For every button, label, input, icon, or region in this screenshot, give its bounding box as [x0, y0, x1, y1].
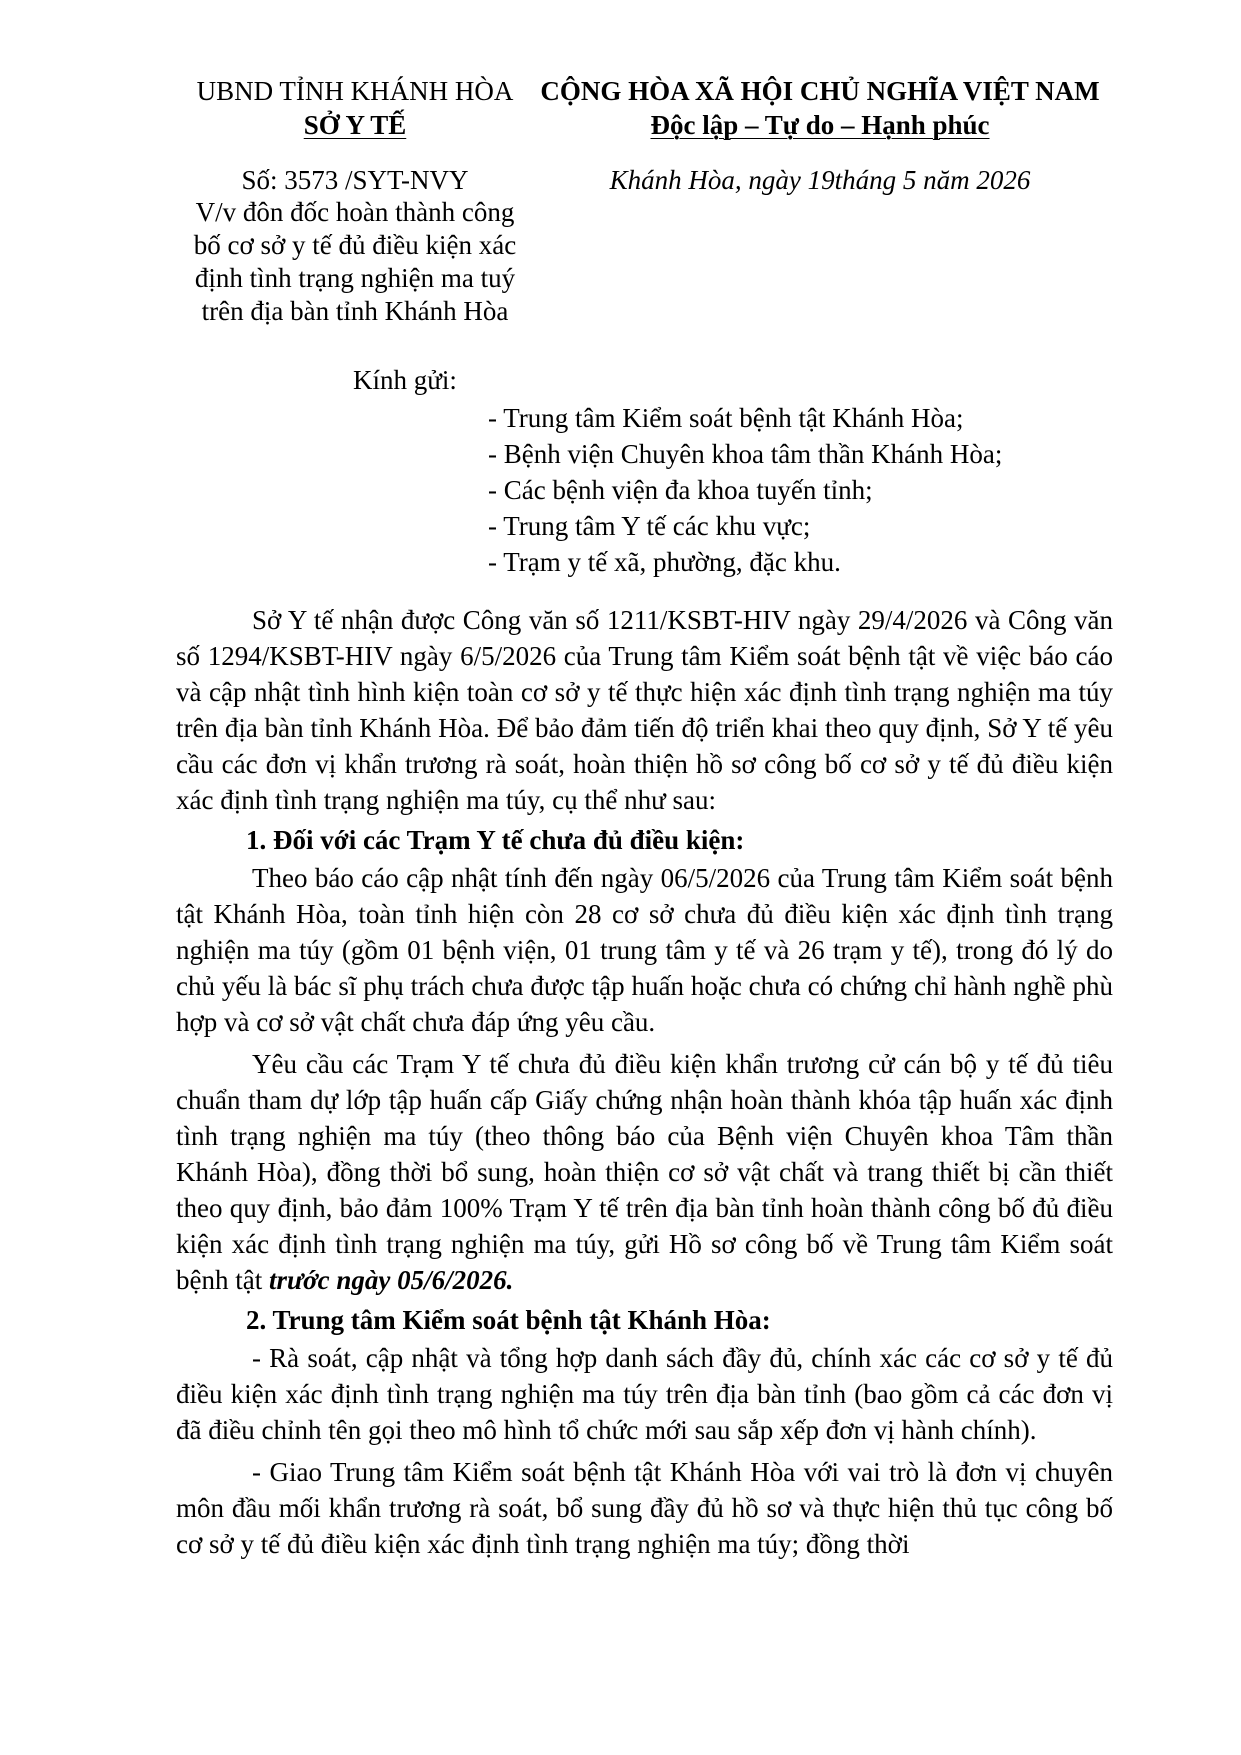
- recipient-item: - Trạm y tế xã, phường, đặc khu.: [488, 547, 841, 577]
- section-2-heading: 2. Trung tâm Kiểm soát bệnh tật Khánh Hòa:: [246, 1305, 771, 1335]
- recipient-list: [488, 400, 1002, 580]
- recipient-item: - Bệnh viện Chuyên khoa tâm thần Khánh Hòa;: [488, 439, 1003, 469]
- issuing-agency-block: [170, 74, 540, 142]
- section-1-heading: 1. Đối với các Trạm Y tế chưa đủ điều kiện:: [246, 825, 745, 855]
- section-1-paragraph: Theo báo cáo cập nhật tính đến ngày 06/5/2026 của Trung tâm Kiểm soát bệnh tật Khánh Hòa, toàn tỉnh hiện còn 28 cơ sở chưa đủ điều kiện xác định tình trạng nghiện ma túy (gồm 01 bệnh viện, 01 trung tâm y tế và 26 trạm y tế), trong đó lý do chủ yếu là bác sĩ phụ trách chưa được tập huấn hoặc chưa có chứng chỉ hành nghề phù hợp và cơ sở vật chất chưa đáp ứng yêu cầu.: [176, 863, 1113, 1037]
- subject-line: định tình trạng nghiện ma tuý: [194, 263, 516, 293]
- national-title-block: [535, 74, 1105, 142]
- section-1-paragraph: [176, 1046, 1113, 1298]
- document-number: Số: 3573 /SYT-NVY: [241, 165, 469, 195]
- recipient-item: - Trung tâm Y tế các khu vực;: [488, 511, 811, 541]
- motto: Độc lập – Tự do – Hạnh phúc: [650, 110, 990, 140]
- subject-line: trên địa bàn tỉnh Khánh Hòa: [201, 296, 509, 326]
- recipient-item: - Các bệnh viện đa khoa tuyến tỉnh;: [488, 475, 873, 505]
- section-2-paragraph: - Rà soát, cập nhật và tổng hợp danh sách đầy đủ, chính xác các cơ sở y tế đủ điều kiện xác định tình trạng nghiện ma túy trên địa bàn tỉnh (bao gồm cả các đơn vị đã điều chỉnh tên gọi theo mô hình tổ chức mới sau sắp xếp đơn vị hành chính).: [176, 1343, 1113, 1445]
- document-body: [176, 602, 1113, 1562]
- document-date: Khánh Hòa, ngày 19tháng 5 năm 2026: [609, 165, 1031, 195]
- document-subject: [170, 196, 540, 328]
- subject-line: bố cơ sở y tế đủ điều kiện xác: [193, 230, 517, 260]
- agency-name: SỞ Y TẾ: [303, 110, 407, 140]
- deadline-text: trước ngày 05/6/2026.: [268, 1265, 514, 1295]
- subject-line: V/v đôn đốc hoàn thành công: [195, 197, 515, 227]
- intro-paragraph: Sở Y tế nhận được Công văn số 1211/KSBT-HIV ngày 29/4/2026 và Công văn số 1294/KSBT-HIV ngày 6/5/2026 của Trung tâm Kiểm soát bệnh tật về việc báo cáo và cập nhật tình hình kiện toàn cơ sở y tế thực hiện xác định tình trạng nghiện ma túy trên địa bàn tỉnh Khánh Hòa. Để bảo đảm tiến độ triển khai theo quy định, Sở Y tế yêu cầu các đơn vị khẩn trương rà soát, hoàn thiện hồ sơ công bố cơ sở y tế đủ điều kiện xác định tình trạng nghiện ma túy, cụ thể như sau:: [176, 605, 1113, 815]
- section-2-paragraph: - Giao Trung tâm Kiểm soát bệnh tật Khánh Hòa với vai trò là đơn vị chuyên môn đầu mối khẩn trương rà soát, bổ sung đầy đủ hồ sơ và thực hiện thủ tục công bố cơ sở y tế đủ điều kiện xác định tình trạng nghiện ma túy; đồng thời: [176, 1457, 1113, 1559]
- recipient-item: - Trung tâm Kiểm soát bệnh tật Khánh Hòa;: [488, 403, 964, 433]
- country-name: CỘNG HÒA XÃ HỘI CHỦ NGHĨA VIỆT NAM: [540, 76, 1100, 106]
- parent-agency: UBND TỈNH KHÁNH HÒA: [196, 76, 514, 106]
- salutation: Kính gửi:: [353, 365, 457, 395]
- requirement-text: Yêu cầu các Trạm Y tế chưa đủ điều kiện khẩn trương cử cán bộ y tế đủ tiêu chuẩn tham dự lớp tập huấn cấp Giấy chứng nhận hoàn thành khóa tập huấn xác định tình trạng nghiện ma túy (theo thông báo của Bệnh viện Chuyên khoa Tâm thần Khánh Hòa), đồng thời bổ sung, hoàn thiện cơ sở vật chất và trang thiết bị cần thiết theo quy định, bảo đảm 100% Trạm Y tế trên địa bàn tỉnh hoàn thành công bố đủ điều kiện xác định tình trạng nghiện ma túy, gửi Hồ sơ công bố về Trung tâm Kiểm soát bệnh tật: [176, 1049, 1113, 1295]
